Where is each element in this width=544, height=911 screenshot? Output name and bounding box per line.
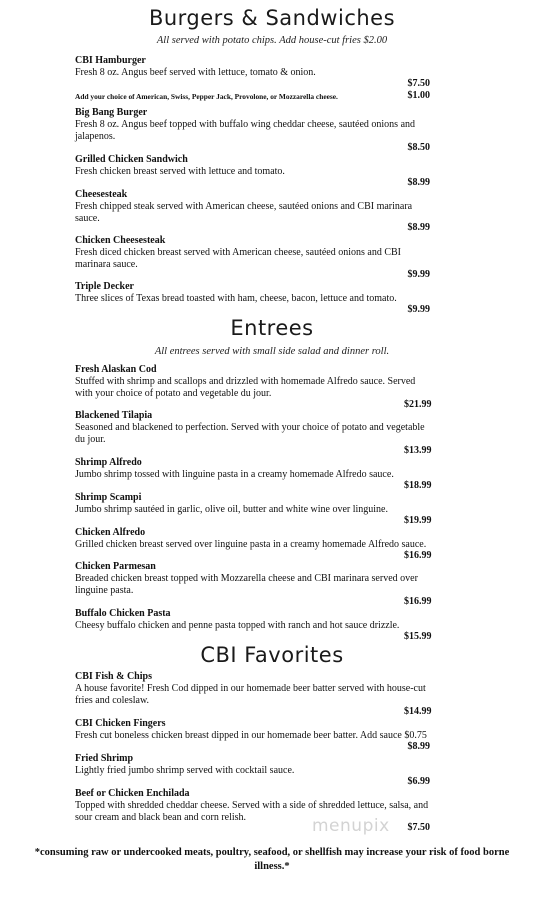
item-name: Fresh Alaskan Cod: [75, 364, 157, 375]
item-description: A house favorite! Fresh Cod dipped in our homemade beer batter served with house-cut fries and coleslaw.: [75, 683, 426, 706]
item-description: Fresh chipped steak served with American cheese, sautéed onions and CBI marinara sauce.: [75, 201, 413, 224]
item-description: Cheesy buffalo chicken and penne pasta topped with ranch and hot sauce drizzle.: [75, 620, 400, 631]
item-name: Buffalo Chicken Pasta: [75, 608, 171, 619]
item-description: Jumbo shrimp sautéed in garlic, olive oil, butter and white wine over linguine.: [75, 504, 388, 515]
item-price: $19.99: [404, 515, 432, 526]
item-price: $9.99: [407, 304, 430, 315]
item-price: $21.99: [404, 399, 432, 410]
item-description: Fresh chicken breast served with lettuce and tomato.: [75, 166, 285, 177]
item-price: $8.99: [407, 222, 430, 233]
item-description: Breaded chicken breast topped with Mozzarella cheese and CBI marinara served over linguine pasta.: [75, 573, 418, 596]
item-description: Topped with shredded cheddar cheese. Served with a side of shredded lettuce, salsa, and sour cream and black bean and corn relish.: [75, 800, 429, 823]
menu-item: [75, 527, 430, 551]
item-description: Seasoned and blackened to perfection. Served with your choice of potato and vegetable du jour.: [75, 422, 425, 445]
menu-item: [75, 410, 430, 445]
menu-item: [75, 107, 430, 142]
item-description: Fresh cut boneless chicken breast dipped in our homemade beer batter. Add sauce $0.75: [75, 730, 427, 741]
menu-item: [75, 154, 430, 178]
cheese-addon-price: $1.00: [407, 90, 430, 101]
item-price: $18.99: [404, 480, 432, 491]
item-description: Fresh 8 oz. Angus beef topped with buffalo wing cheddar cheese, sautéed onions and jalapenos.: [75, 119, 416, 142]
menu-item: [75, 608, 430, 632]
item-name: CBI Chicken Fingers: [75, 718, 166, 729]
item-name: Big Bang Burger: [75, 107, 148, 118]
item-price: $16.99: [404, 550, 432, 561]
menu-item: [75, 457, 430, 481]
item-name: Chicken Parmesan: [75, 561, 156, 572]
item-price: $14.99: [404, 706, 432, 717]
menu-item: [75, 753, 430, 777]
item-price: $7.50: [407, 822, 430, 833]
menu-item: [75, 561, 430, 596]
item-price: $8.99: [407, 177, 430, 188]
item-description: Fresh 8 oz. Angus beef served with lettuce, tomato & onion.: [75, 67, 316, 78]
item-description: Grilled chicken breast served over linguine pasta in a creamy homemade Alfredo sauce.: [75, 539, 427, 550]
item-name: Triple Decker: [75, 281, 134, 292]
item-description: Fresh diced chicken breast served with American cheese, sautéed onions and CBI marinara sauce.: [75, 247, 402, 270]
item-price: $6.99: [407, 776, 430, 787]
item-description: Stuffed with shrimp and scallops and drizzled with homemade Alfredo sauce. Served with your choice of potato and vegetable du jour.: [75, 376, 416, 399]
item-description: Lightly fried jumbo shrimp served with cocktail sauce.: [75, 765, 295, 776]
item-name: CBI Hamburger: [75, 55, 146, 66]
menu-item: [75, 364, 430, 399]
item-description: Three slices of Texas bread toasted with ham, cheese, bacon, lettuce and tomato.: [75, 293, 397, 304]
item-name: Cheesesteak: [75, 189, 128, 200]
cheese-addon-note: Add your choice of American, Swiss, Pepper Jack, Provolone, or Mozzarella cheese.: [75, 92, 338, 101]
entrees-section-title: Entrees: [230, 316, 314, 340]
item-price: $15.99: [404, 631, 432, 642]
item-price: $8.99: [407, 741, 430, 752]
menu-item: [75, 671, 430, 706]
item-description: Jumbo shrimp tossed with linguine pasta in a creamy homemade Alfredo sauce.: [75, 469, 394, 480]
menu-item: [75, 492, 430, 516]
item-name: Shrimp Alfredo: [75, 457, 142, 468]
item-name: Beef or Chicken Enchilada: [75, 788, 190, 799]
item-name: Chicken Alfredo: [75, 527, 146, 538]
burgers-section-subtitle: All served with potato chips. Add house-cut fries $2.00: [156, 35, 388, 46]
item-price: $13.99: [404, 445, 432, 456]
item-name: CBI Fish & Chips: [75, 671, 152, 682]
item-name: Fried Shrimp: [75, 753, 134, 764]
favorites-section-title: CBI Favorites: [200, 643, 344, 667]
item-name: Chicken Cheesesteak: [75, 235, 166, 246]
item-name: Blackened Tilapia: [75, 410, 153, 421]
item-price: $9.99: [407, 269, 430, 280]
item-price: $16.99: [404, 596, 432, 607]
burgers-section-title: Burgers & Sandwiches: [148, 6, 396, 30]
entrees-section-subtitle: All entrees served with small side salad and dinner roll.: [154, 346, 390, 357]
menu-item: [75, 235, 430, 270]
menupix-watermark: menupix: [312, 816, 390, 836]
food-safety-disclaimer: *consuming raw or undercooked meats, poultry, seafood, or shellfish may increase your risk of food borne illness.*: [34, 847, 510, 872]
item-name: Shrimp Scampi: [75, 492, 142, 503]
menu-item: [75, 55, 430, 79]
menu-item: [75, 189, 430, 224]
item-price: $8.50: [407, 142, 430, 153]
item-price: $7.50: [407, 78, 430, 89]
menu-item: [75, 281, 430, 305]
menu-item: [75, 718, 430, 742]
item-name: Grilled Chicken Sandwich: [75, 154, 188, 165]
